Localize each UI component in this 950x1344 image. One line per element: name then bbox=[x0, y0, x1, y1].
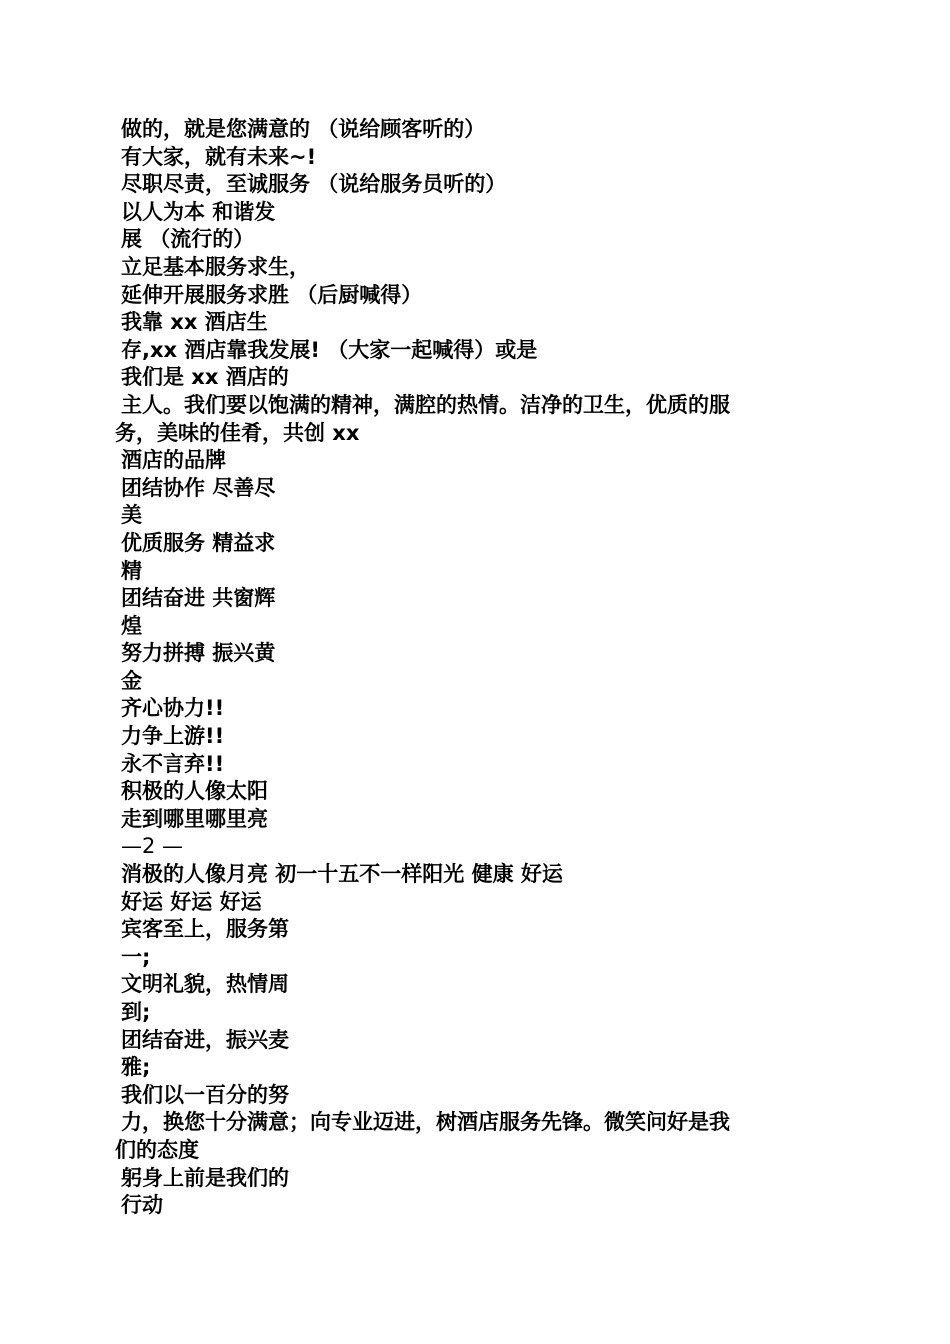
text-line: 宾客至上，服务第 bbox=[121, 917, 289, 942]
text-line: 躬身上前是我们的 bbox=[121, 1165, 289, 1190]
text-line: 力，换您十分满意；向专业迈进，树酒店服务先锋。微笑问好是我 bbox=[121, 1110, 730, 1135]
text-line: 努力拼搏 振兴黄 bbox=[121, 641, 276, 666]
text-line: 好运 好运 好运 bbox=[121, 889, 262, 914]
text-line: 团结奋进，振兴麦 bbox=[121, 1027, 289, 1052]
text-line: 雅; bbox=[121, 1055, 151, 1080]
text-line: 存,xx 酒店靠我发展! （大家一起喊得）或是 bbox=[121, 337, 538, 362]
text-line: 尽职尽责，至诚服务 （说给服务员听的） bbox=[121, 172, 507, 197]
text-line: 以人为本 和谐发 bbox=[121, 199, 276, 224]
text-line: 文明礼貌，热情周 bbox=[121, 972, 289, 997]
text-line: 齐心协力!! bbox=[121, 696, 225, 721]
text-line: 行动 bbox=[121, 1193, 163, 1218]
text-line: 主人。我们要以饱满的精神，满腔的热情。洁净的卫生，优质的服 bbox=[121, 392, 730, 417]
text-line: 优质服务 精益求 bbox=[121, 530, 276, 555]
text-line: 立足基本服务求生， bbox=[121, 254, 310, 279]
text-line: 做的，就是您满意的 （说给顾客听的） bbox=[121, 117, 486, 141]
text-line: 我们是 xx 酒店的 bbox=[121, 365, 289, 390]
text-line: 消极的人像月亮 初一十五不一样阳光 健康 好运 bbox=[121, 862, 563, 887]
text-line: 团结协作 尽善尽 bbox=[121, 475, 276, 500]
text-line: 金 bbox=[121, 668, 142, 693]
text-line: 们的态度 bbox=[115, 1137, 199, 1162]
text-line: 一; bbox=[121, 944, 151, 969]
text-line: 有大家，就有未来~! bbox=[121, 144, 317, 169]
text-line: 延伸开展服务求胜 （后厨喊得） bbox=[121, 282, 423, 307]
slogan-text-block bbox=[115, 116, 835, 1220]
text-line: 我靠 xx 酒店生 bbox=[121, 310, 268, 335]
text-line: 永不言弃!! bbox=[121, 751, 225, 776]
text-line: 精 bbox=[121, 558, 142, 583]
text-line: 务，美味的佳肴，共创 xx bbox=[115, 420, 360, 445]
page-number: —2 — bbox=[121, 834, 184, 859]
text-line: 我们以一百分的努 bbox=[121, 1082, 289, 1107]
text-line: 到; bbox=[121, 1000, 151, 1024]
text-line: 煌 bbox=[121, 613, 142, 638]
text-line: 酒店的品牌 bbox=[121, 448, 226, 473]
text-line: 积极的人像太阳 bbox=[121, 779, 268, 804]
text-line: 团结奋进 共窗辉 bbox=[121, 586, 276, 611]
text-line: 展 （流行的） bbox=[121, 227, 255, 252]
text-line: 美 bbox=[121, 503, 142, 528]
text-line: 力争上游!! bbox=[121, 724, 225, 749]
text-line: 走到哪里哪里亮 bbox=[121, 806, 268, 831]
